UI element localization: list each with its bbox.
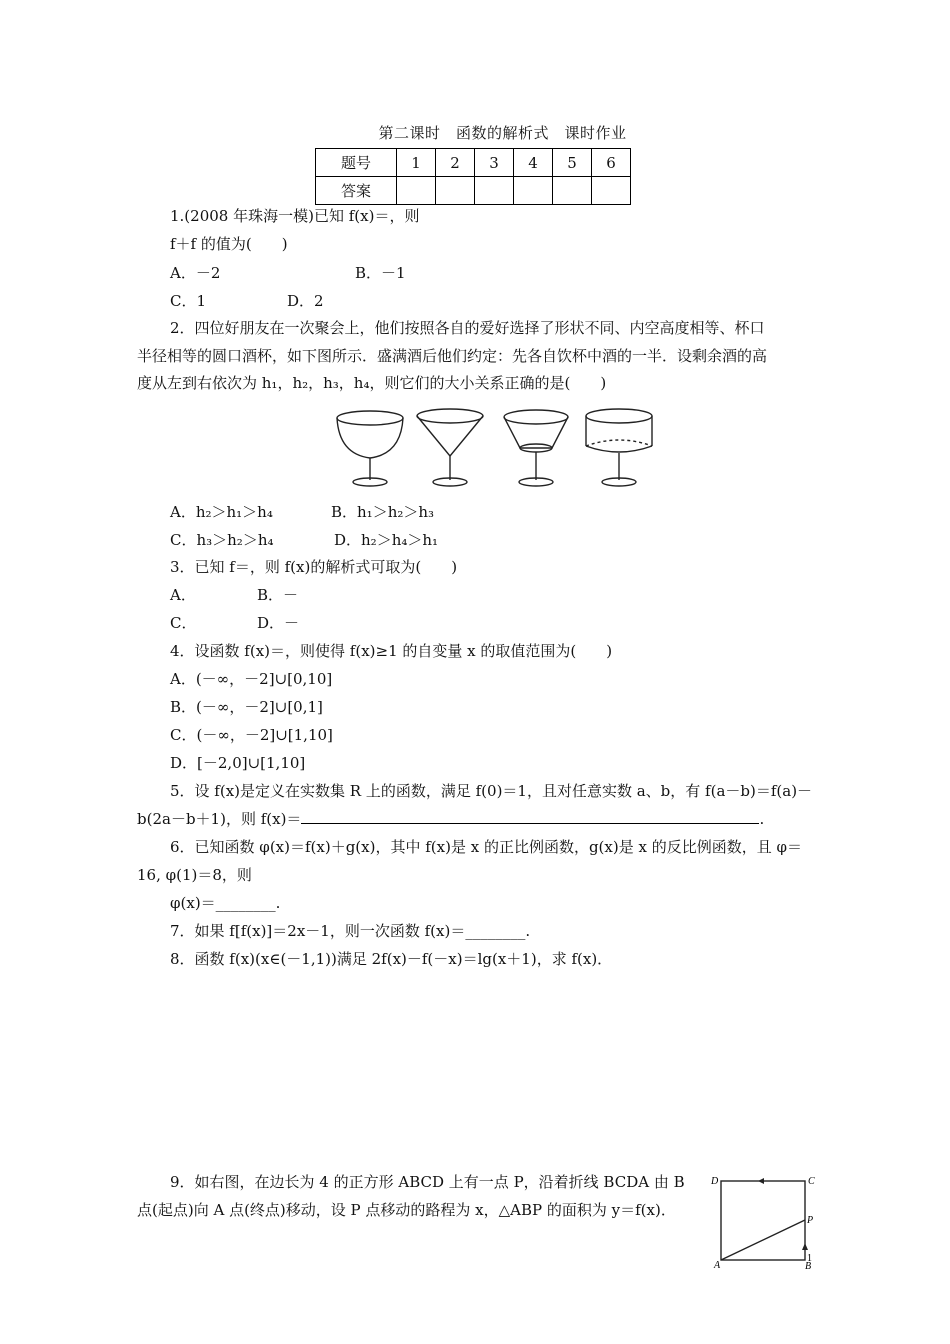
table-cell: 5 (553, 149, 592, 177)
table-cell: 6 (592, 149, 631, 177)
answer-cell[interactable] (553, 177, 592, 205)
q8-stem: 8．函数 f(x)(x∈(－1,1))满足 2f(x)－f(－x)＝lg(x＋1)，求 f(x)． (170, 950, 613, 968)
label-one: 1 (807, 1253, 812, 1264)
q3-option-c: C． (170, 614, 197, 632)
arrow-left-icon (758, 1178, 764, 1184)
answer-cell[interactable] (475, 177, 514, 205)
glass-4-icon (586, 409, 652, 486)
table-row (316, 177, 631, 205)
table-cell: 3 (475, 149, 514, 177)
wine-glasses-figure (330, 402, 660, 494)
label-c: C (808, 1176, 815, 1187)
label-b: B (805, 1261, 812, 1270)
table-cell: 2 (436, 149, 475, 177)
q6-stem-2: 16, φ(1)＝8，则 (137, 866, 252, 884)
q5-stem-1: 5．设 f(x)是定义在实数集 R 上的函数，满足 f(0)＝1，且对任意实数 a、b，有 f(a－b)＝f(a)－ (170, 782, 813, 800)
q2-stem-1: 2．四位好朋友在一次聚会上，他们按照各自的爱好选择了形状不同、内空高度相等、杯口 (170, 319, 765, 337)
answer-cell[interactable] (592, 177, 631, 205)
answer-cell[interactable] (514, 177, 553, 205)
q9-stem-1: 9．如右图，在边长为 4 的正方形 ABCD 上有一点 P，沿着折线 BCDA 由 B (170, 1173, 685, 1191)
q1-option-b: B．－1 (355, 264, 406, 282)
table-header-answer: 答案 (316, 177, 397, 205)
page-title: 第二课时 函数的解析式 课时作业 (378, 124, 627, 142)
q5-answer-blank[interactable] (301, 809, 759, 824)
square-abcd-figure (706, 1170, 818, 1270)
q3-stem: 3．已知 f＝，则 f(x)的解析式可取为( ) (170, 558, 458, 576)
answer-table (315, 148, 631, 205)
table-cell: 1 (397, 149, 436, 177)
q2-option-d: D．h₂＞h₄＞h₁ (334, 531, 439, 549)
label-d: D (711, 1176, 719, 1187)
q2-option-a: A．h₂＞h₁＞h₄ (170, 503, 273, 521)
glass-3-icon (504, 410, 568, 486)
glass-1-icon (337, 411, 403, 486)
q2-stem-3: 度从左到右依次为 h₁，h₂，h₃，h₄，则它们的大小关系正确的是( ) (137, 374, 607, 392)
q6-answer-line: φ(x)＝________. (170, 894, 281, 912)
answer-cell[interactable] (436, 177, 475, 205)
q5-stem-2 (137, 809, 764, 829)
q4-option-c: C．(－∞，－2]∪[1,10] (170, 726, 333, 744)
q2-stem-2: 半径相等的圆口酒杯，如下图所示．盛满酒后他们约定：先各自饮杯中酒的一半．设剩余酒的高 (137, 347, 768, 365)
answer-cell[interactable] (397, 177, 436, 205)
q4-option-d: D．[－2,0]∪[1,10] (170, 754, 306, 772)
q1-option-c: C．1 (170, 292, 207, 310)
table-row (316, 149, 631, 177)
q1-option-a: A．－2 (170, 264, 221, 282)
q3-option-d: D．－ (257, 614, 300, 632)
q4-option-b: B．(－∞，－2]∪[0,1] (170, 698, 323, 716)
q6-stem-1: 6．已知函数 φ(x)＝f(x)＋g(x)，其中 f(x)是 x 的正比例函数，g(x)是 x 的反比例函数，且 φ＝ (170, 838, 802, 856)
q1-stem-2: f＋f 的值为( ) (170, 235, 288, 253)
q7-stem: 7．如果 f[f(x)]＝2x－1，则一次函数 f(x)＝________. (170, 922, 531, 940)
label-p: P (807, 1215, 814, 1226)
q4-option-a: A．(－∞，－2]∪[0,10] (170, 670, 333, 688)
q1-option-d: D．2 (287, 292, 324, 310)
q4-stem: 4．设函数 f(x)＝，则使得 f(x)≥1 的自变量 x 的取值范围为( ) (170, 642, 613, 660)
table-header-number: 题号 (316, 149, 397, 177)
q3-option-b: B．－ (257, 586, 299, 604)
q2-option-c: C．h₃＞h₂＞h₄ (170, 531, 274, 549)
q1-stem: 1.(2008 年珠海一模)已知 f(x)＝，则 (170, 207, 420, 225)
arrow-up-icon (802, 1243, 808, 1250)
glass-2-icon (417, 409, 483, 486)
q5-stem-2-text: b(2a－b＋1)，则 f(x)＝ (137, 810, 302, 828)
q5-blank-end: . (759, 810, 765, 828)
table-cell: 4 (514, 149, 553, 177)
q9-stem-2: 点(起点)向 A 点(终点)移动，设 P 点移动的路程为 x，△ABP 的面积为 y＝f(x)． (137, 1201, 676, 1219)
q3-option-a: A． (170, 586, 196, 604)
label-a: A (714, 1260, 721, 1270)
q2-option-b: B．h₁＞h₂＞h₃ (331, 503, 435, 521)
